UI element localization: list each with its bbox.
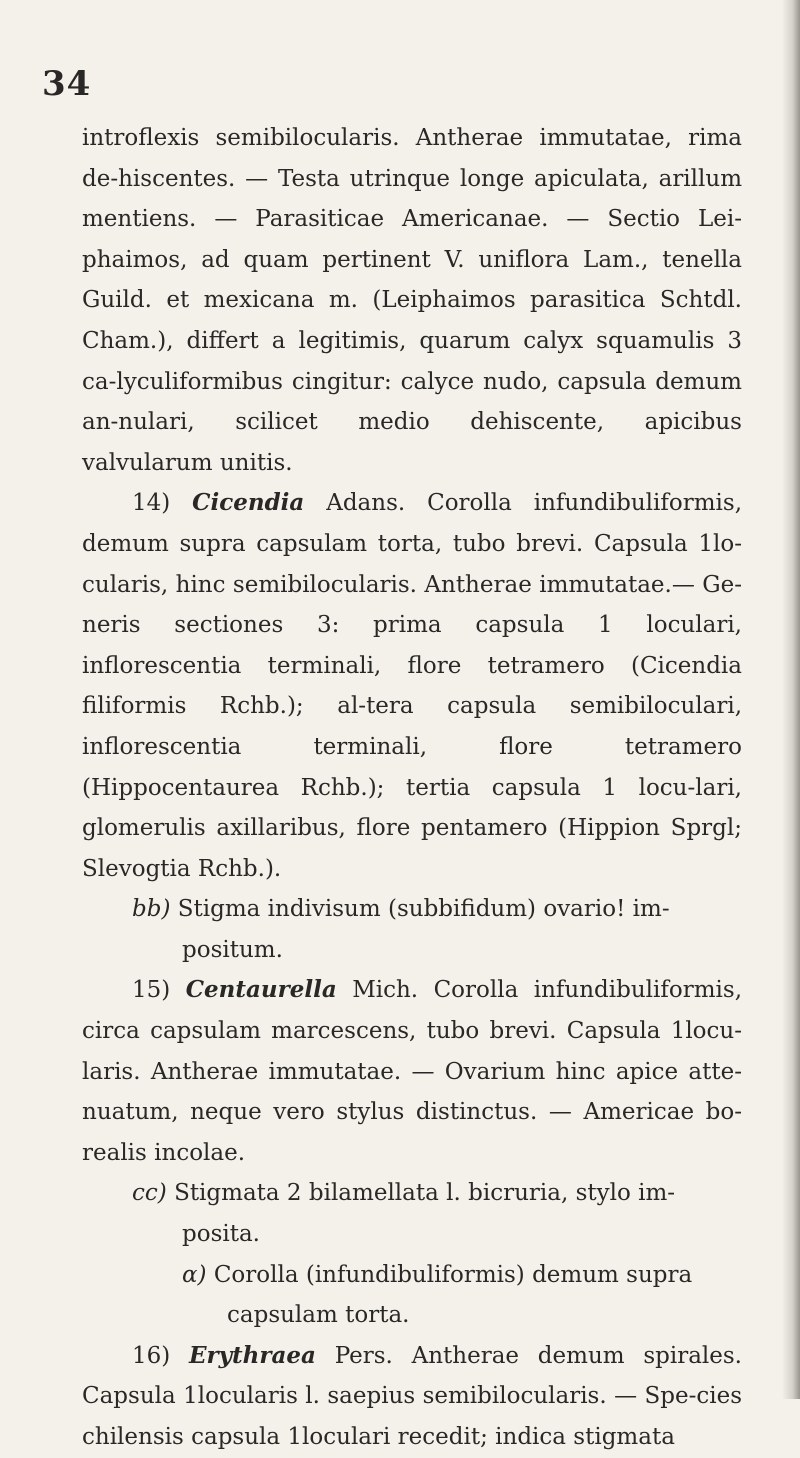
genus-name: Cicendia [192,489,305,517]
body-text [82,118,742,1458]
paragraph [132,889,742,970]
genus-name: Erythraea [189,1341,316,1369]
subsection-label: α) [182,1261,207,1288]
paragraph-text: introflexis semibilocularis. Antherae immutatae, rima de-hiscentes. — Testa utrinque longe apiculata, arillum mentiens. — Parasiticae Americanae. — Sectio Lei-phaimos, ad quam pertinent V. uniflora Lam., tenella Guild. et mexicana m. (Leiphaimos parasitica Schtdl. Cham.), differt a legitimis, quarum calyx squamulis 3 ca-lyculiformibus cingitur: calyce nudo, capsula demum an-nulari, scilicet medio dehiscente, apicibus valvularum unitis. [82,125,742,476]
paragraph [82,118,742,483]
page-edge-shadow [782,0,800,1399]
page-number: 34 [42,64,92,104]
paragraph [182,1255,742,1336]
paragraph-text: Stigmata 2 bilamellata l. bicruria, stylo im-posita. [174,1180,676,1248]
subsection-label: cc) [132,1180,167,1207]
subsection-label: bb) [132,896,171,923]
section-number: 15) [132,977,171,1004]
paragraph-text: Adans. Corolla infundibuliformis, demum supra capsulam torta, tubo brevi. Capsula 1lo-cularis, hinc semibilocularis. Antherae immutatae.— Ge-neris sectiones 3: prima capsula 1 loculari, inflorescentia terminali, flore tetramero (Cicendia filiformis Rchb.); al-tera capsula semibiloculari, inflorescentia terminali, flore tetramero (Hippocentaurea Rchb.); tertia capsula 1 locu-lari, glomerulis axillaribus, flore pentamero (Hippion Sprgl; Slevogtia Rchb.). [82,490,743,882]
paragraph [132,1173,742,1254]
paragraph [82,970,742,1173]
paragraph-text: Mich. Corolla infundibuliformis, circa capsulam marcescens, tubo brevi. Capsula 1locu-laris. Antherae immutatae. — Ovarium hinc apice atte-nuatum, neque vero stylus distinctus. — Americae bo-realis incolae. [82,977,742,1166]
section-number: 16) [132,1342,171,1369]
paragraph-text: Pers. Antherae demum spirales. Capsula 1locularis l. saepius semibilocularis. — Spe-cies chilensis capsula 1loculari recedit; indica stigmata [82,1342,742,1450]
genus-name: Centaurella [185,976,337,1004]
section-number: 14) [132,490,171,517]
paragraph [82,1336,742,1458]
paragraph [82,483,742,889]
paragraph-text: Corolla (infundibuliformis) demum supra capsulam torta. [213,1261,693,1329]
paragraph-text: Stigma indivisum (subbifidum) ovario! im-positum. [177,896,670,963]
